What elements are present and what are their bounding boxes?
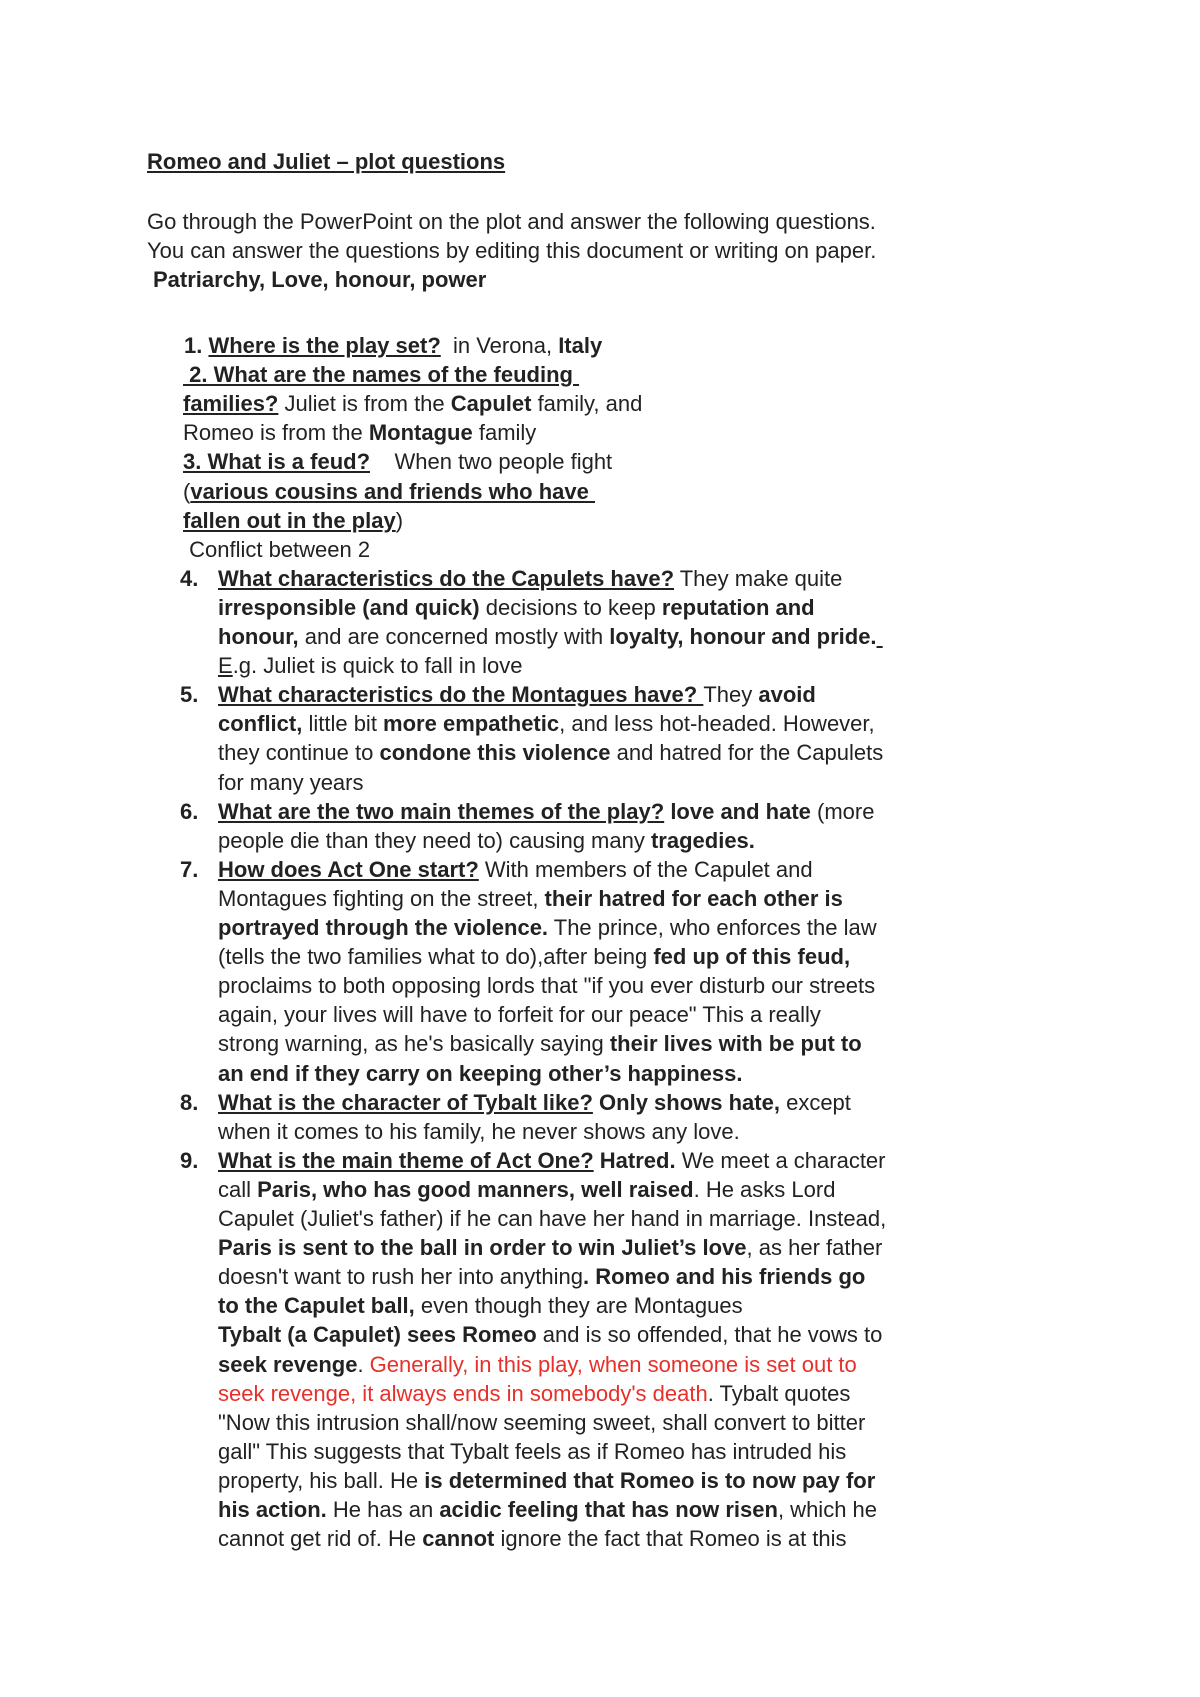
text-run: 3. What is a feud?: [183, 449, 371, 474]
document-title: Romeo and Juliet – plot questions: [147, 149, 506, 174]
text-run: call: [218, 1177, 258, 1202]
text-run: love and hate: [670, 799, 811, 824]
text-run: family: [472, 420, 537, 445]
text-run: They make quite: [674, 566, 843, 591]
text-run: and are concerned mostly with: [298, 624, 610, 649]
text-run: again, your lives will have to forfeit for our peace" This a really: [218, 1002, 821, 1027]
document-line: [218, 1262, 865, 1291]
text-run: Romeo is from the: [183, 420, 369, 445]
list-number: 8.: [180, 1090, 199, 1115]
text-run: Tybalt (a Capulet) sees Romeo: [218, 1322, 537, 1347]
text-run: Italy: [558, 333, 603, 358]
text-run: reputation and: [661, 595, 815, 620]
text-run: ): [395, 508, 404, 533]
text-run: proclaims to both opposing lords that "if you ever disturb our streets: [218, 973, 876, 998]
text-run: [877, 624, 883, 649]
text-run: honour,: [218, 624, 299, 649]
text-run: Paris, who has good manners, well raised: [257, 1177, 694, 1202]
text-run: Capulet: [450, 391, 532, 416]
text-run: When two people fight: [370, 449, 613, 474]
text-run: doesn't want to rush her into anything: [218, 1264, 583, 1289]
text-run: gall" This suggests that Tybalt feels as if Romeo has intruded his: [218, 1439, 847, 1464]
text-run: , and less hot-headed. However,: [559, 711, 875, 736]
document-line: [218, 884, 843, 913]
text-run: cannot: [422, 1526, 495, 1551]
text-run: 1.: [184, 333, 209, 358]
text-run: What characteristics do the Montagues have?: [218, 682, 704, 707]
text-run: his action.: [218, 1497, 327, 1522]
text-run: even though they are Montagues: [414, 1293, 743, 1318]
text-run: condone this violence: [379, 740, 611, 765]
text-run: fed up of this feud,: [653, 944, 851, 969]
text-run: The prince, who enforces the law: [548, 915, 877, 940]
document-line: [218, 1524, 847, 1553]
document-line: [218, 593, 815, 622]
text-run: loyalty, honour and pride.: [609, 624, 877, 649]
text-run: to the Capulet ball,: [218, 1293, 415, 1318]
text-run: seek revenge: [218, 1352, 358, 1377]
text-run: irresponsible (and quick): [218, 595, 480, 620]
text-run: What are the two main themes of the play?: [218, 799, 665, 824]
list-number: 7.: [180, 857, 199, 882]
text-run: cannot get rid of. He: [218, 1526, 423, 1551]
text-run: We meet a character: [675, 1148, 886, 1173]
text-run: (: [183, 479, 191, 504]
text-run: more empathetic: [383, 711, 560, 736]
text-run: Hatred.: [599, 1148, 676, 1173]
text-run: avoid: [758, 682, 816, 707]
text-run: Juliet is from the: [278, 391, 451, 416]
text-run: an end if they carry on keeping other’s happiness.: [218, 1061, 743, 1086]
text-run: , which he: [777, 1497, 878, 1522]
themes-line: Patriarchy, Love, honour, power: [153, 267, 487, 292]
text-run: for many years: [218, 770, 364, 795]
intro-line-2: You can answer the questions by editing this document or writing on paper.: [147, 238, 877, 263]
text-run: "Now this intrusion shall/now seeming sweet, shall convert to bitter: [218, 1410, 866, 1435]
text-run: E: [218, 653, 233, 678]
document-line: [218, 797, 874, 826]
document-line: [218, 1204, 886, 1233]
text-run: . Tybalt quotes: [707, 1381, 851, 1406]
document-line: [183, 506, 403, 535]
document-line: [218, 1233, 882, 1262]
list-number: 4.: [180, 566, 199, 591]
intro-line-1: Go through the PowerPoint on the plot and answer the following questions.: [147, 209, 876, 234]
document-line: [218, 1146, 886, 1175]
text-run: With members of the Capulet and: [478, 857, 813, 882]
document-line: [218, 622, 883, 651]
document-line: [218, 709, 875, 738]
text-run: strong warning, as he's basically saying: [218, 1031, 610, 1056]
document-line: [218, 1379, 850, 1408]
text-run: except: [779, 1090, 851, 1115]
text-run: tragedies.: [650, 828, 755, 853]
text-run: Conflict between 2: [183, 537, 371, 562]
text-run: What is the main theme of Act One?: [218, 1148, 594, 1173]
text-run: portrayed through the violence.: [218, 915, 549, 940]
document-line: [218, 1000, 821, 1029]
text-run: conflict,: [218, 711, 303, 736]
document-line: [218, 942, 850, 971]
text-run: , as her father: [746, 1235, 883, 1260]
document-line: [183, 389, 642, 418]
document-line: [218, 651, 523, 680]
document-line: [218, 1117, 740, 1146]
text-run: little bit: [302, 711, 384, 736]
text-run: Paris is sent to the ball in order to win Juliet’s love: [218, 1235, 747, 1260]
document-line: [218, 1437, 846, 1466]
document-line: [183, 477, 595, 506]
list-number: 5.: [180, 682, 199, 707]
document-line: [218, 738, 883, 767]
document-line: [218, 855, 813, 884]
text-run: families?: [183, 391, 279, 416]
text-run: 2. What are the names of the feuding: [183, 362, 580, 387]
text-run: How does Act One start?: [218, 857, 479, 882]
text-run: (tells the two families what to do),after being: [218, 944, 654, 969]
text-run: .g. Juliet is quick to fall in love: [232, 653, 523, 678]
text-run: ignore the fact that Romeo is at this: [494, 1526, 847, 1551]
text-run: They: [703, 682, 759, 707]
text-run: Montague: [368, 420, 473, 445]
text-run: . He asks Lord: [693, 1177, 836, 1202]
text-run: is determined that Romeo is to now pay for: [424, 1468, 876, 1493]
text-run: fallen out in the play: [183, 508, 396, 533]
text-run: and is so offended, that he vows to: [536, 1322, 883, 1347]
text-run: What is the character of Tybalt like?: [218, 1090, 593, 1115]
document-line: [183, 447, 612, 476]
text-run: their lives with be put to: [609, 1031, 862, 1056]
text-run: family, and: [531, 391, 643, 416]
text-run: .: [357, 1352, 370, 1377]
document-line: [218, 1175, 835, 1204]
text-run: property, his ball. He: [218, 1468, 425, 1493]
document-line: [183, 418, 536, 447]
document-line: [183, 535, 370, 564]
text-run: He has an: [326, 1497, 440, 1522]
text-run: Where is the play set?: [208, 333, 441, 358]
document-line: [218, 913, 877, 942]
list-number: 9.: [180, 1148, 199, 1173]
text-run: Generally, in this play, when someone is set out to: [369, 1352, 857, 1377]
document-line: [218, 1495, 877, 1524]
document-line: [218, 971, 875, 1000]
document-line: [183, 360, 579, 389]
text-run: (more: [810, 799, 875, 824]
document-line: [218, 1408, 865, 1437]
text-run: their hatred for each other is: [544, 886, 843, 911]
text-run: they continue to: [218, 740, 380, 765]
text-run: What characteristics do the Capulets have?: [218, 566, 675, 591]
document-line: [218, 1320, 882, 1349]
document-line: [218, 1466, 875, 1495]
document-line: [218, 1088, 851, 1117]
text-run: in Verona,: [440, 333, 559, 358]
document-line: [184, 331, 602, 360]
document-line: [218, 1059, 742, 1088]
text-run: . Romeo and his friends go: [583, 1264, 866, 1289]
text-run: seek revenge, it always ends in somebody's death: [218, 1381, 708, 1406]
text-run: Only shows hate,: [599, 1090, 780, 1115]
document-line: [218, 768, 364, 797]
document-line: [218, 1350, 857, 1379]
document-line: [218, 680, 816, 709]
text-run: Capulet (Juliet's father) if he can have her hand in marriage. Instead,: [218, 1206, 887, 1231]
text-run: acidic feeling that has now risen: [439, 1497, 778, 1522]
document-line: [218, 1291, 743, 1320]
document-line: [218, 564, 842, 593]
text-run: decisions to keep: [479, 595, 662, 620]
text-run: and hatred for the Capulets: [610, 740, 884, 765]
document-line: [218, 826, 755, 855]
text-run: people die than they need to) causing many: [218, 828, 651, 853]
text-run: when it comes to his family, he never shows any love.: [218, 1119, 740, 1144]
list-number: 6.: [180, 799, 199, 824]
text-run: Montagues fighting on the street,: [218, 886, 545, 911]
text-run: various cousins and friends who have: [190, 479, 595, 504]
document-line: [218, 1029, 862, 1058]
